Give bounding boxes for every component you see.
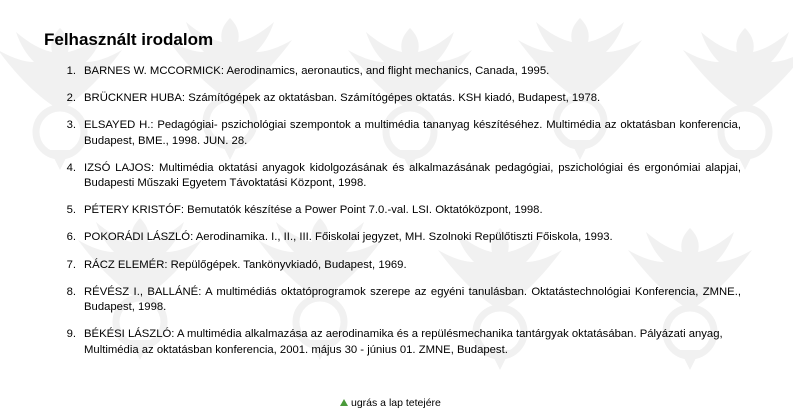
reference-number: 9. <box>66 328 76 341</box>
reference-text: Bemutatók készítése a Power Point 7.0.-val. LSI. Oktatóközpont, 1998. <box>187 204 543 217</box>
back-to-top-link[interactable] <box>340 397 441 410</box>
reference-item <box>60 327 741 358</box>
reference-item <box>60 161 741 192</box>
reference-number: 8. <box>66 285 76 298</box>
reference-number: 3. <box>66 119 76 132</box>
reference-number: 6. <box>66 231 76 244</box>
reference-author: IZSÓ LAJOS: <box>84 161 155 174</box>
reference-text: A multimédiás oktatóprogramok szerepe az egyéni tanulásban. Oktatástechnológiai Konferencia, ZMNE., Budapest, 1998. <box>84 285 741 314</box>
reference-text: Multimédia oktatási anyagok kidolgozásának és alkalmazásának pedagógiai, pszichológiai és ergonómiai alapjai, Budapesti Műszaki Egyetem Távoktatási Központ, 1998. <box>84 161 741 190</box>
page-title: Felhasznált irodalom <box>44 30 214 49</box>
triangle-up-icon <box>340 399 348 406</box>
back-to-top-label: ugrás a lap tetejére <box>351 397 441 409</box>
reference-author: BÉKÉSI LÁSZLÓ: <box>84 328 175 341</box>
reference-author: BRÜCKNER HUBA: <box>84 92 186 105</box>
reference-number: 7. <box>66 258 76 271</box>
reference-author: ELSAYED H.: <box>84 119 154 132</box>
reference-text: A multimédia alkalmazása az aerodinamika és a repülésmechanika tantárgyak oktatásában. Pályázati anyag, Multimédia az oktatásban konferencia, 2001. május 30 - június 01. ZMNE, Budapest. <box>84 328 723 356</box>
reference-number: 2. <box>66 92 76 105</box>
reference-text: Aerodinamika. I., II., III. Főiskolai jegyzet, MH. Szolnoki Repülőtiszti Főiskola, 1993. <box>195 231 613 244</box>
reference-number: 1. <box>66 65 76 77</box>
reference-text: Repülőgépek. Tankönyvkiadó, Budapest, 1969. <box>170 258 407 271</box>
reference-text: Aerodinamics, aeronautics, and flight mechanics, Canada, 1995. <box>226 65 550 77</box>
reference-text: Pedagógiai- pszichológiai szempontok a multimédia tananyag készítéséhez. Multimédia az oktatásban konferencia, Budapest, BME., 1998. JUN. 28. <box>84 119 741 147</box>
reference-item <box>60 258 741 274</box>
reference-list <box>60 64 741 370</box>
reference-item <box>60 203 741 219</box>
reference-author: BARNES W. MCCORMICK: <box>84 65 224 77</box>
reference-author: RÉVÉSZ I., BALLÁNÉ: <box>84 285 202 298</box>
reference-author: PÉTERY KRISTÓF: <box>84 204 185 217</box>
reference-item <box>60 91 741 107</box>
reference-number: 5. <box>66 204 76 217</box>
reference-item <box>60 118 741 149</box>
reference-text: Számítógépek az oktatásban. Számítógépes oktatás. KSH kiadó, Budapest, 1978. <box>188 92 601 105</box>
reference-item <box>60 64 741 80</box>
reference-author: POKORÁDI LÁSZLÓ: <box>84 231 194 244</box>
reference-item <box>60 285 741 316</box>
reference-item <box>60 230 741 246</box>
reference-author: RÁCZ ELEMÉR: <box>84 258 168 271</box>
reference-number: 4. <box>66 161 76 174</box>
